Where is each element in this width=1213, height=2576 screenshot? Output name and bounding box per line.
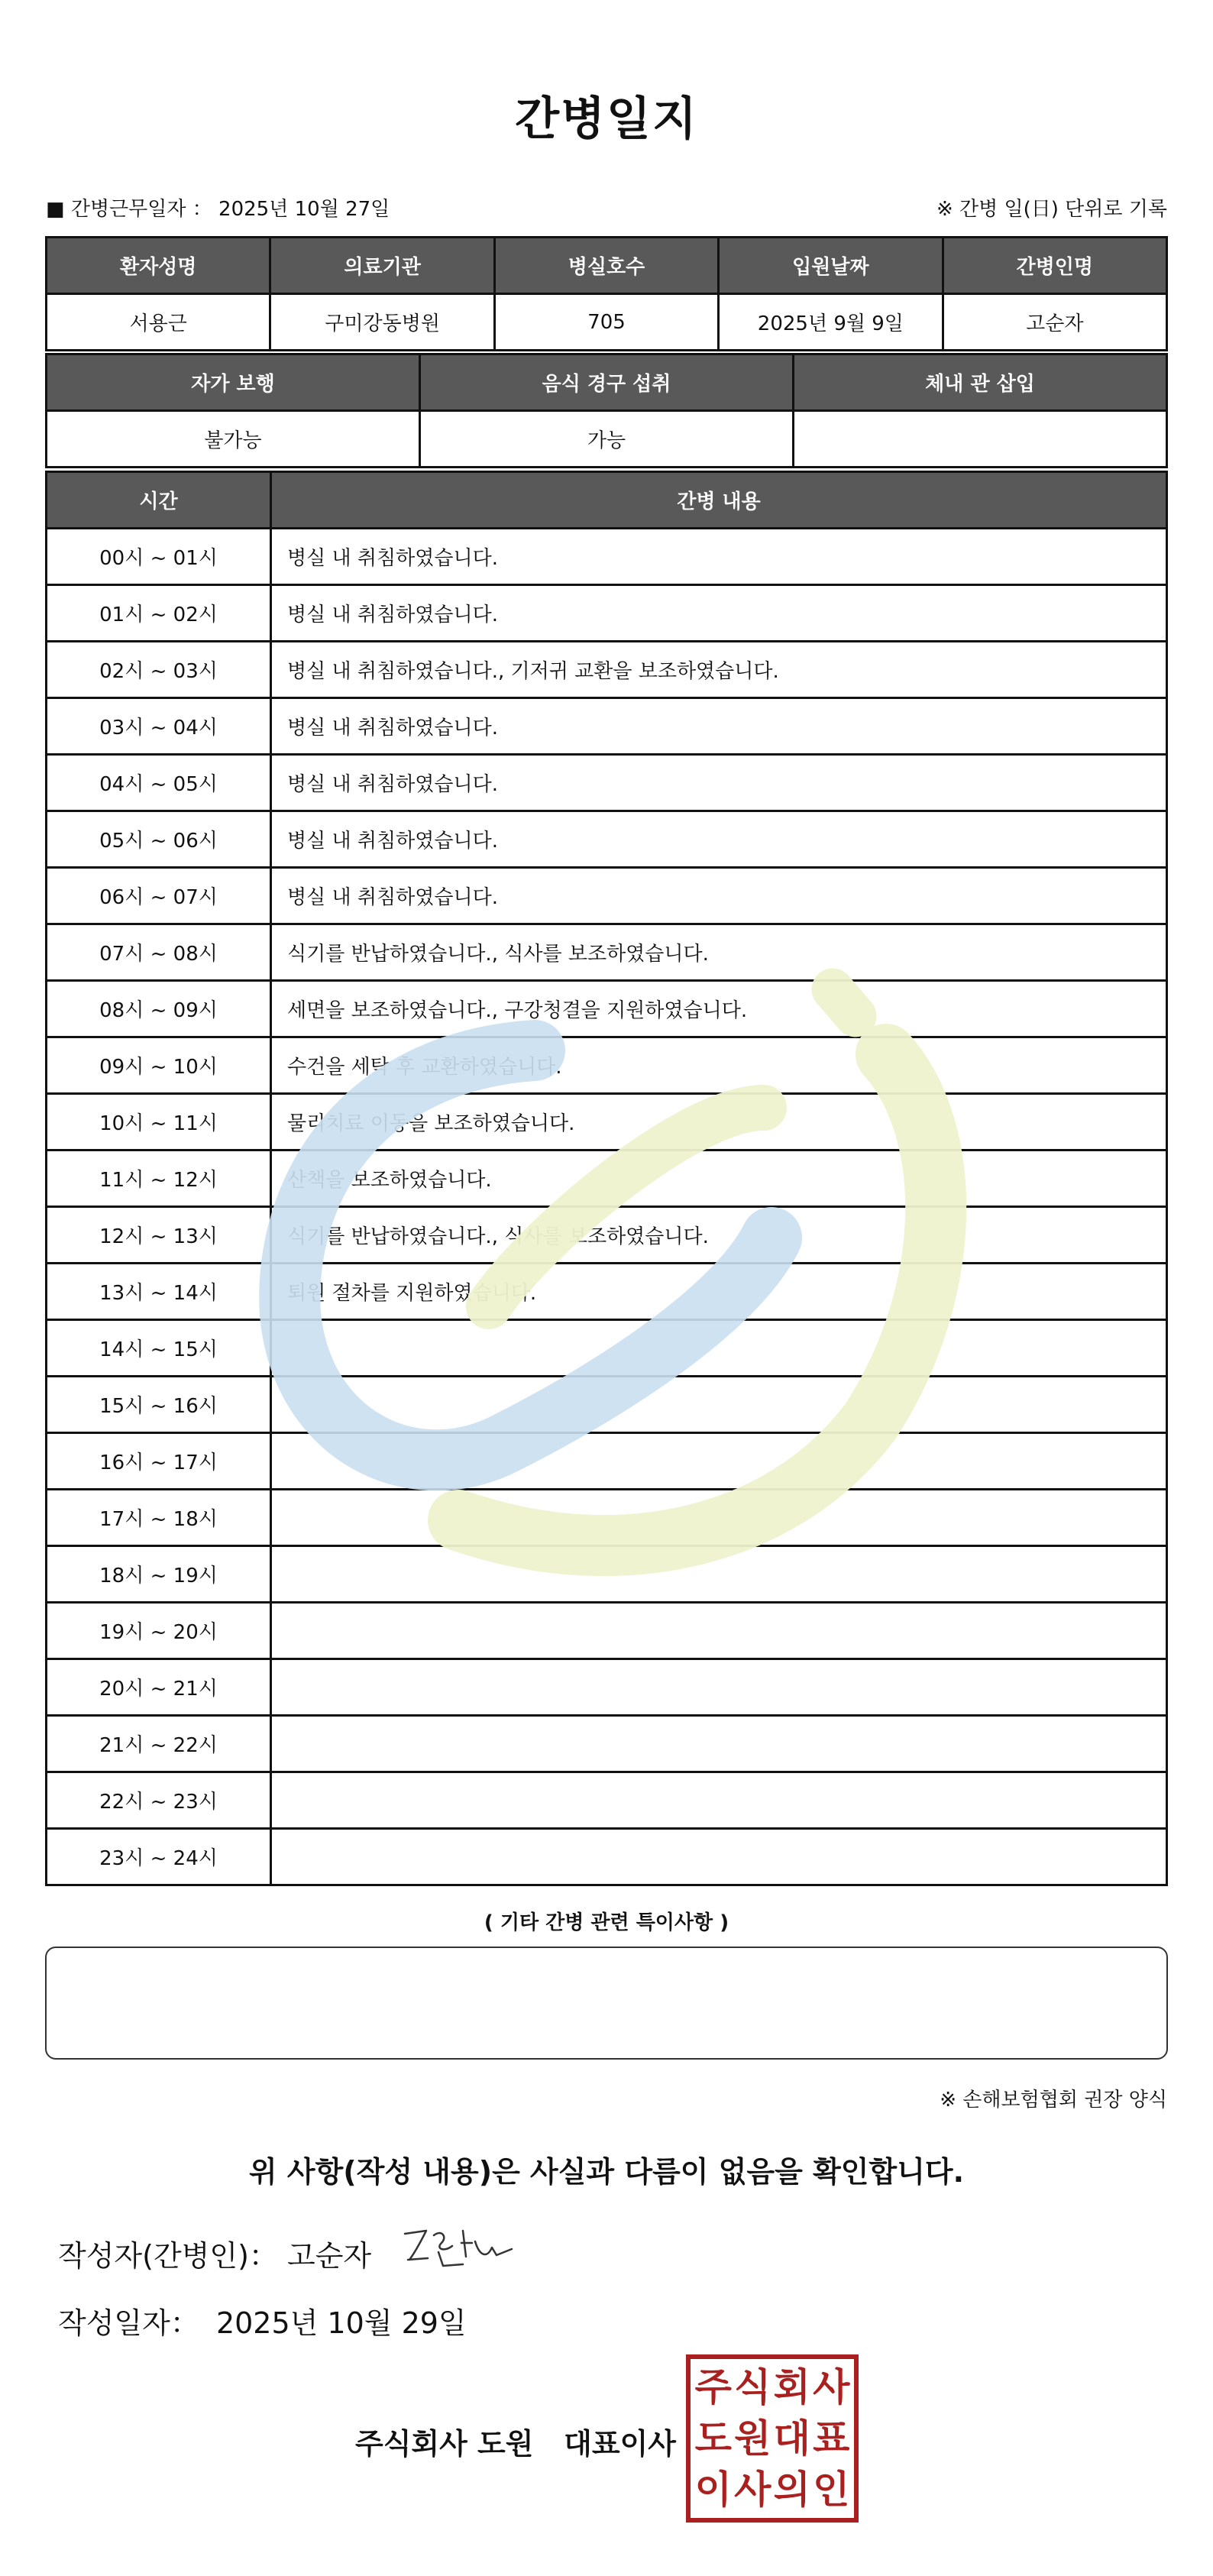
header-patient-name: 환자성명 — [47, 238, 270, 294]
hospital-name: 구미강동병원 — [270, 294, 494, 351]
care-log-row — [47, 811, 1167, 868]
care-log-time: 04시 ~ 05시 — [47, 755, 271, 811]
care-log-row — [47, 698, 1167, 755]
work-date: ■ 간병근무일자 ： 2025년 10월 27일 — [46, 198, 390, 221]
care-log-row — [47, 1150, 1167, 1207]
care-log-content — [271, 1377, 1167, 1433]
seal-character: 표 — [813, 2416, 850, 2461]
care-log-row — [47, 585, 1167, 642]
patient-info-header-row — [47, 238, 1167, 294]
care-log-content — [271, 1433, 1167, 1490]
header-self-walking: 자가 보행 — [47, 354, 420, 411]
care-log-time: 00시 ~ 01시 — [47, 529, 271, 585]
care-log-content: 병실 내 취침하였습니다. — [271, 698, 1167, 755]
room-number: 705 — [494, 294, 718, 351]
care-log-row — [47, 1037, 1167, 1094]
care-log-row — [47, 1490, 1167, 1546]
header-tube-insertion: 체내 관 삽입 — [794, 354, 1167, 411]
seal-character: 의 — [773, 2467, 810, 2512]
care-log-time: 10시 ~ 11시 — [47, 1094, 271, 1150]
seal-character: 대 — [773, 2416, 810, 2461]
care-log-time: 17시 ~ 18시 — [47, 1490, 271, 1546]
care-log-time: 13시 ~ 14시 — [47, 1264, 271, 1320]
header-time: 시간 — [47, 472, 271, 529]
care-log-row — [47, 1377, 1167, 1433]
care-log-time: 23시 ~ 24시 — [47, 1829, 271, 1885]
recommendation-note: ※ 손해보험협회 권장 양식 — [940, 2089, 1167, 2112]
header-hospital: 의료기관 — [270, 238, 494, 294]
care-log-content — [271, 1716, 1167, 1772]
header-room-number: 병실호수 — [494, 238, 718, 294]
care-log-row — [47, 755, 1167, 811]
care-log-row — [47, 1659, 1167, 1716]
care-log-row — [47, 1094, 1167, 1150]
care-log-time: 22시 ~ 23시 — [47, 1772, 271, 1829]
seal-character: 회 — [773, 2365, 810, 2410]
patient-status-value-row — [47, 411, 1167, 468]
confirmation-statement: 위 사항(작성 내용)은 사실과 다름이 없음을 확인합니다. — [248, 2155, 965, 2189]
company-signature: 주식회사 도원 대표이사 — [355, 2427, 676, 2461]
care-log-row — [47, 924, 1167, 981]
care-log-content: 식기를 반납하였습니다., 식사를 보조하였습니다. — [271, 924, 1167, 981]
care-log-content: 병실 내 취침하였습니다. — [271, 755, 1167, 811]
self-walking-value: 불가능 — [47, 411, 420, 468]
care-log-content: 물리치료 이동을 보조하였습니다. — [271, 1094, 1167, 1150]
patient-status-header-row — [47, 354, 1167, 411]
care-log-time: 12시 ~ 13시 — [47, 1207, 271, 1264]
care-log-time: 18시 ~ 19시 — [47, 1546, 271, 1603]
care-log-content — [271, 1772, 1167, 1829]
care-log-time: 16시 ~ 17시 — [47, 1433, 271, 1490]
oral-intake-value: 가능 — [420, 411, 794, 468]
care-log-content — [271, 1603, 1167, 1659]
tube-insertion-value — [794, 411, 1167, 468]
patient-name: 서용근 — [47, 294, 270, 351]
document-title: 간병일지 — [515, 92, 698, 146]
care-log-content — [271, 1546, 1167, 1603]
care-log-row — [47, 1546, 1167, 1603]
care-log-time: 21시 ~ 22시 — [47, 1716, 271, 1772]
company-seal-stamp — [686, 2354, 859, 2523]
care-log-time: 03시 ~ 04시 — [47, 698, 271, 755]
caregiver-name: 고순자 — [943, 294, 1166, 351]
care-log-content: 퇴원 절차를 지원하였습니다. — [271, 1264, 1167, 1320]
care-log-row — [47, 1772, 1167, 1829]
care-log-table — [45, 471, 1168, 1886]
care-log-content: 세면을 보조하였습니다., 구강청결을 지원하였습니다. — [271, 981, 1167, 1037]
notes-title: ( 기타 간병 관련 특이사항 ) — [484, 1911, 729, 1934]
writer-line — [58, 2232, 371, 2274]
care-log-body — [47, 529, 1167, 1885]
patient-info-table — [45, 236, 1168, 351]
care-log-time: 07시 ~ 08시 — [47, 924, 271, 981]
seal-character: 식 — [734, 2365, 771, 2410]
care-log-row — [47, 1716, 1167, 1772]
care-log-content — [271, 1490, 1167, 1546]
seal-character: 이 — [694, 2467, 732, 2512]
care-log-time: 01시 ~ 02시 — [47, 585, 271, 642]
care-log-row — [47, 1829, 1167, 1885]
care-log-time: 02시 ~ 03시 — [47, 642, 271, 698]
record-unit-note: ※ 간병 일(日) 단위로 기록 — [936, 198, 1167, 221]
care-log-content: 병실 내 취침하였습니다. — [271, 811, 1167, 868]
care-log-content: 식기를 반납하였습니다., 식사를 보조하였습니다. — [271, 1207, 1167, 1264]
seal-character: 사 — [813, 2365, 850, 2410]
care-log-content: 병실 내 취침하였습니다. — [271, 868, 1167, 924]
seal-character: 도 — [694, 2416, 732, 2461]
care-log-time: 19시 ~ 20시 — [47, 1603, 271, 1659]
seal-character: 사 — [734, 2467, 771, 2512]
care-log-time: 20시 ~ 21시 — [47, 1659, 271, 1716]
care-log-time: 06시 ~ 07시 — [47, 868, 271, 924]
handwritten-signature — [397, 2220, 519, 2273]
care-log-content — [271, 1320, 1167, 1377]
care-log-row — [47, 1207, 1167, 1264]
care-log-content — [271, 1829, 1167, 1885]
notes-box — [45, 1947, 1168, 2060]
care-log-content: 수건을 세탁 후 교환하였습니다. — [271, 1037, 1167, 1094]
patient-info-value-row — [47, 294, 1167, 351]
care-log-content: 병실 내 취침하였습니다. — [271, 529, 1167, 585]
care-log-time: 05시 ~ 06시 — [47, 811, 271, 868]
seal-character: 인 — [813, 2467, 850, 2512]
care-log-row — [47, 1433, 1167, 1490]
seal-character: 원 — [734, 2416, 771, 2461]
care-log-content — [271, 1659, 1167, 1716]
care-log-content: 병실 내 취침하였습니다., 기저귀 교환을 보조하였습니다. — [271, 642, 1167, 698]
care-log-row — [47, 642, 1167, 698]
header-care-content: 간병 내용 — [271, 472, 1167, 529]
written-date-line — [58, 2299, 467, 2341]
writer-label: 작성자(간병인)： — [58, 2239, 278, 2273]
date-value: 2025년 10월 29일 — [215, 2306, 467, 2340]
care-log-time: 15시 ~ 16시 — [47, 1377, 271, 1433]
care-log-row — [47, 529, 1167, 585]
admission-date: 2025년 9월 9일 — [719, 294, 943, 351]
care-log-content: 산책을 보조하였습니다. — [271, 1150, 1167, 1207]
care-log-row — [47, 868, 1167, 924]
writer-name: 고순자 — [287, 2239, 372, 2273]
care-log-time: 09시 ~ 10시 — [47, 1037, 271, 1094]
header-oral-intake: 음식 경구 섭취 — [420, 354, 794, 411]
care-log-content: 병실 내 취침하였습니다. — [271, 585, 1167, 642]
care-log-time: 08시 ~ 09시 — [47, 981, 271, 1037]
header-admission-date: 입원날짜 — [719, 238, 943, 294]
header-caregiver-name: 간병인명 — [943, 238, 1166, 294]
care-log-row — [47, 1320, 1167, 1377]
care-log-time: 14시 ~ 15시 — [47, 1320, 271, 1377]
care-log-time: 11시 ~ 12시 — [47, 1150, 271, 1207]
care-log-row — [47, 1603, 1167, 1659]
date-label: 작성일자： — [58, 2306, 199, 2340]
care-log-header-row — [47, 472, 1167, 529]
care-log-row — [47, 981, 1167, 1037]
patient-status-table — [45, 353, 1168, 468]
care-log-row — [47, 1264, 1167, 1320]
seal-character: 주 — [694, 2365, 732, 2410]
